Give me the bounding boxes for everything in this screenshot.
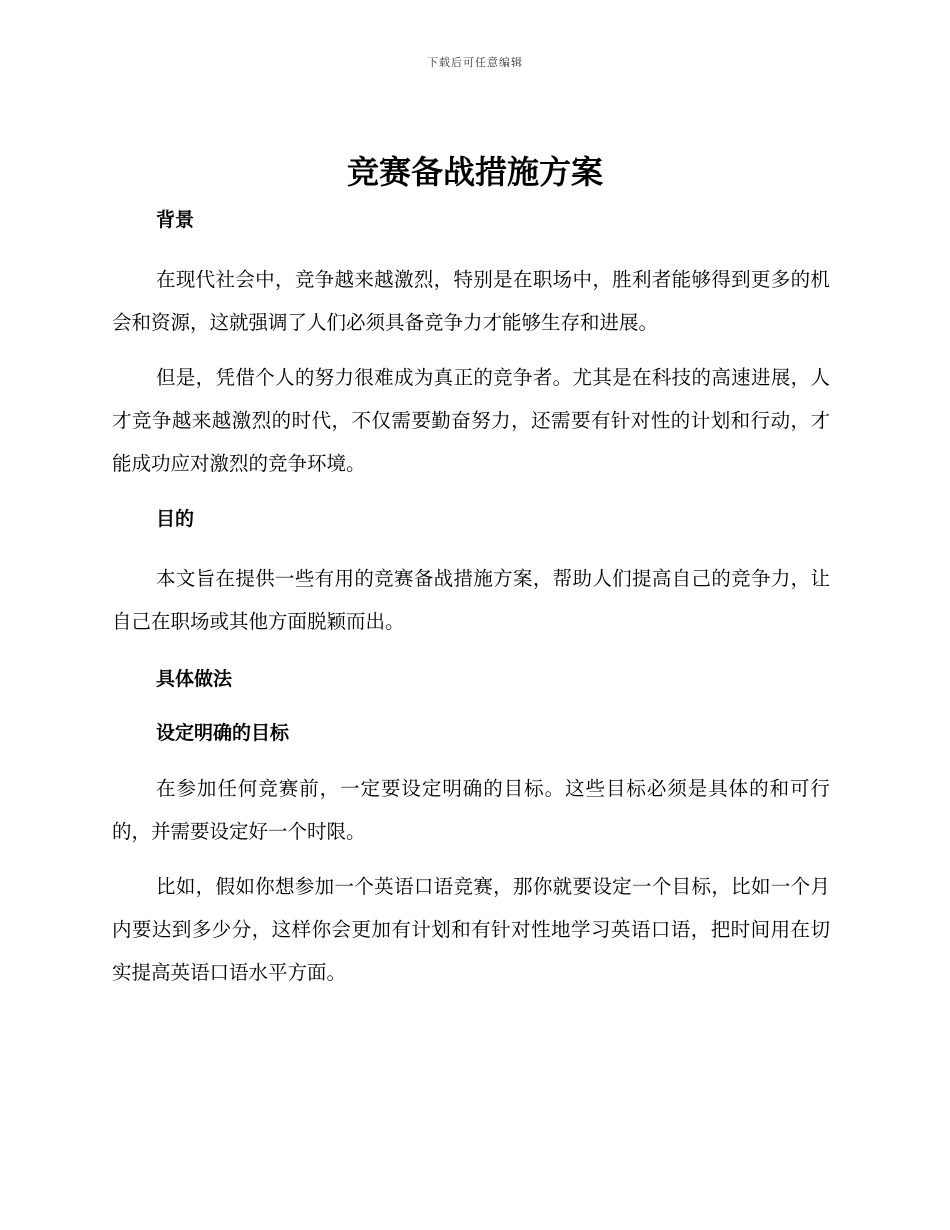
document-title: 竞赛备战措施方案	[346, 153, 603, 191]
paragraph-purpose: 本文旨在提供一些有用的竞赛备战措施方案，帮助人们提高自己的竞争力，让自己在职场或其他方面脱颖而出。	[112, 567, 830, 633]
section-heading-purpose: 目的	[156, 508, 195, 530]
section-heading-set-goals: 设定明确的目标	[156, 722, 290, 744]
document-body	[112, 200, 830, 994]
header-note: 下载后可任意编辑	[427, 56, 523, 69]
section-heading-background: 背景	[156, 209, 195, 231]
paragraph-set-goals-2: 比如，假如你想参加一个英语口语竞赛，那你就要设定一个目标，比如一个月内要达到多少分，这样你会更加有计划和有针对性地学习英语口语，把时间用在切实提高英语口语水平方面。	[112, 875, 830, 984]
paragraph-background-2: 但是，凭借个人的努力很难成为真正的竞争者。尤其是在科技的高速进展，人才竞争越来越激烈的时代，不仅需要勤奋努力，还需要有针对性的计划和行动，才能成功应对激烈的竞争环境。	[112, 366, 830, 475]
section-heading-method: 具体做法	[156, 668, 233, 690]
paragraph-background-1: 在现代社会中，竞争越来越激烈，特别是在职场中，胜利者能够得到更多的机会和资源，这就强调了人们必须具备竞争力才能够生存和进展。	[112, 268, 830, 334]
paragraph-set-goals-1: 在参加任何竞赛前，一定要设定明确的目标。这些目标必须是具体的和可行的，并需要设定好一个时限。	[112, 777, 830, 843]
